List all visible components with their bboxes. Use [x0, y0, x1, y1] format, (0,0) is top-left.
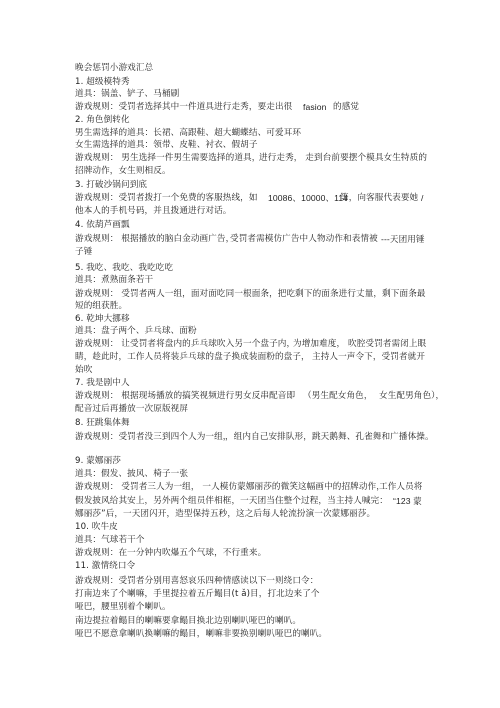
- section-3-rule-text: 游戏规则：受罚者拨打一个免费的客服热线，如: [75, 193, 258, 203]
- section-9-rule-line3: 娜丽莎”后，一天团闪开，造型保持五秒，这之后每人轮流扮演一次蒙娜丽莎。: [75, 509, 376, 519]
- section-7-rule-cont: 配音过后再播放一次原版视屏: [75, 404, 189, 414]
- section-1-heading: 1. 超级模特秀: [75, 77, 130, 87]
- section-4-rule-text: 游戏规则： 根据播放的脑白金动画广告，: [75, 234, 235, 244]
- section-3-rule-text-2: 等，向客服代表要她: [340, 193, 419, 203]
- section-11-rule: 游戏规则：受罚者分别用喜怒哀乐四种情感读以下一则绕口令：: [75, 576, 319, 586]
- section-6-rule-text-2: 为增加难度， 吹腔受罚者需闭上眼: [293, 339, 427, 349]
- section-9-heading: 9. 蒙娜丽莎: [75, 456, 122, 466]
- section-4-heading: 4. 依葫芦画瓢: [75, 220, 130, 230]
- section-1-rule-text: 游戏规则：受罚者选择其中一件道具进行走秀，要走出很: [75, 102, 293, 112]
- section-9-rule-line2-quote: “123 蒙: [393, 496, 422, 506]
- section-7-rule-text-3: 女生配男角色），: [379, 391, 445, 401]
- doc-title: 晚会惩罚小游戏汇总: [75, 63, 154, 73]
- section-6-rule-line2-text-2: 主持人一声令下，受罚者就开: [312, 352, 426, 362]
- section-7-rule-text-2: （男生配女角色，: [303, 391, 373, 401]
- section-9-rule-line2-text: 假发披风给其安上，另外两个组员伴相框，一天团当住整个过程，当主持人喊完：: [75, 496, 388, 506]
- section-3-rule-cont: 他本人的手机号码，并且拨通进行对话。: [75, 206, 232, 216]
- section-5-rule: 游戏规则： 受罚者两人一组，面对面吃同一根面条，把吃剩下的面条进行丈量，剩下面条最: [75, 289, 426, 299]
- section-2-heading: 2. 角色倒转化: [75, 115, 130, 125]
- section-8-heading: 8. 狂跳集体舞: [75, 418, 130, 428]
- section-2-rule-text-2: 进行走秀， 走到台前要摆个模具女生特质的: [259, 153, 428, 163]
- section-8-rule-text-2: ，组内自己安排队形，跳天鹅舞、孔雀舞和广播体操。: [225, 432, 434, 442]
- section-7-rule-text: 游戏规则： 根据现场播放的搞笑视频进行男女反串配音即: [75, 391, 296, 401]
- section-5-rule-cont: 短的组获胜。: [75, 301, 128, 311]
- section-10-rule: 游戏规则：在一分钟内吹爆五个气球，不行重来。: [75, 548, 267, 558]
- tongue-twister-line-2: 哑巴，腰里别着个喇叭。: [75, 602, 171, 612]
- tongue-twister-line-3: 南边提拉着鳎目的喇嘛要拿鳎目换北边别喇叭哑巴的喇叭。: [75, 616, 302, 626]
- section-7-heading: 7. 我是剧中人: [75, 378, 130, 388]
- section-11-heading: 11. 激情绕口令: [75, 561, 136, 571]
- section-5-props: 道具：煮熟面条若干: [75, 275, 154, 285]
- section-10-props: 道具：气球若干个: [75, 535, 145, 545]
- section-1-rule-latin: fasion: [303, 102, 327, 112]
- section-6-rule-cont: 始吹: [75, 365, 93, 375]
- section-4-rule-cont: 子锤: [75, 247, 93, 257]
- tongue-twister-line-1: 打南边来了个喇嘛，手里提拉着五斤鳎目(t ǎ)目，打北边来了个: [75, 589, 320, 599]
- section-4-rule-text-2: 受罚者需模仿广告中人物动作和表情被: [230, 234, 378, 244]
- section-2-props-female: 女生需选择的道具：领带、皮鞋、衬衣、假胡子: [75, 140, 258, 150]
- section-1-props: 道具：锅盖、铲子、马桶刷: [75, 89, 180, 99]
- section-4-rule-text-3: ---天团用锤: [381, 234, 425, 244]
- section-8-rule-text: 游戏规则：受罚者没三到四个人为一组，: [75, 432, 232, 442]
- section-6-props: 道具：盘子两个、乒乓球、面粉: [75, 326, 197, 336]
- section-2-rule-text: 游戏规则： 男生选择一件男生需要选择的道具，: [75, 153, 261, 163]
- section-6-rule-text: 游戏规则： 让受罚者将盘内的乒乓球吹入另一个盘子内，: [75, 339, 296, 349]
- section-2-rule-cont: 招牌动作，女生则相反。: [75, 166, 171, 176]
- section-3-hotlines: 10086、10000、114: [268, 193, 349, 203]
- section-9-props: 道具：假发、披风、椅子一张: [75, 469, 189, 479]
- section-1-rule-end: 的感觉: [333, 102, 360, 112]
- section-2-props-male: 男生需选择的道具：长裙、高跟鞋、超大蝴蝶结、可爱耳环: [75, 128, 302, 138]
- tongue-twister-line-4: 哑巴不愿意拿喇叭换喇嘛的鳎目，喇嘛非要换别喇叭哑巴的喇叭。: [75, 629, 328, 639]
- section-10-heading: 10. 吹牛皮: [75, 522, 118, 532]
- section-9-rule-text-2: 工作人员将: [379, 482, 423, 492]
- section-3-heading: 3. 打破沙锅问到底: [75, 180, 148, 190]
- section-3-slash: /: [421, 193, 424, 203]
- section-6-heading: 6. 乾坤大挪移: [75, 314, 130, 324]
- section-5-heading: 5. 我吃、我吃、我吃吃吃: [75, 263, 174, 273]
- section-9-rule-text: 游戏规则： 受罚者三人为一组， 一人模仿蒙娜丽莎的微笑这幅画中的招牌动作，: [75, 482, 385, 492]
- section-6-rule-line2-text: 睛，趁此时，工作人员将装乒乓球的盘子换成装面粉的盘子，: [75, 352, 310, 362]
